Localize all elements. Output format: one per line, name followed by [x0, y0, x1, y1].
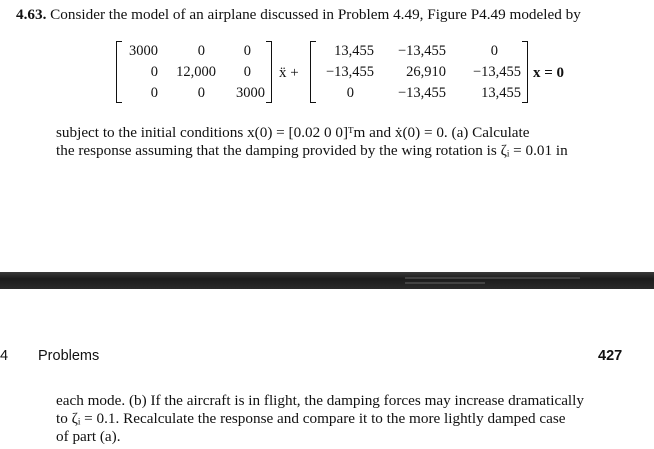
stiffness-cell: −13,455 — [397, 43, 446, 59]
stiffness-matrix — [310, 41, 528, 103]
rhs-term: x = 0 — [533, 65, 565, 81]
continuation-line: each mode. (b) If the aircraft is in flight, the damping forces may increase dramatically — [56, 392, 584, 409]
stiffness-matrix-right-bracket — [522, 41, 528, 103]
stiffness-cell: 0 — [490, 43, 498, 59]
mass-cell: 0 — [150, 85, 158, 101]
stiffness-cell: 0 — [346, 85, 354, 101]
page-number: 427 — [598, 348, 623, 364]
page-left-number: 4 — [0, 348, 9, 364]
acceleration-term: ẍ + — [279, 65, 299, 81]
stiffness-cell: −13,455 — [397, 85, 446, 101]
page-header-title: Problems — [38, 348, 100, 364]
continuation-line: of part (a). — [56, 428, 121, 445]
band-faint-text — [405, 282, 485, 284]
problem-intro-line — [16, 6, 581, 24]
stiffness-cell: 13,455 — [334, 43, 374, 59]
stiffness-cell: −13,455 — [325, 64, 374, 80]
body-line: the response assuming that the damping provided by the wing rotation is ζᵢ = 0.01 in — [56, 142, 568, 159]
body-line: subject to the initial conditions x(0) = [0.02 0 0]ᵀm and ẋ(0) = 0. (a) Calculate — [56, 124, 530, 141]
problem-number: 4.63. — [16, 6, 47, 23]
mass-cell: 3000 — [129, 43, 158, 59]
band-faint-text — [405, 277, 580, 279]
mass-cell: 12,000 — [176, 64, 216, 80]
mass-cell: 0 — [197, 43, 205, 59]
mass-cell: 0 — [150, 64, 158, 80]
mass-cell: 0 — [197, 85, 205, 101]
stiffness-matrix-left-bracket — [310, 41, 316, 103]
mass-matrix-right-bracket — [266, 41, 272, 103]
mass-cell: 3000 — [236, 85, 265, 101]
mass-cell: 0 — [243, 64, 251, 80]
problem-intro-text: Consider the model of an airplane discussed in Problem 4.49, Figure P4.49 modeled by — [50, 6, 581, 23]
mass-matrix — [116, 41, 272, 103]
stiffness-cell: 13,455 — [481, 85, 521, 101]
stiffness-cell: 26,910 — [406, 64, 446, 80]
mass-cell: 0 — [243, 43, 251, 59]
continuation-line: to ζᵢ = 0.1. Recalculate the response and compare it to the more lightly damped case — [56, 410, 566, 427]
page-gap-band — [0, 272, 654, 289]
mass-matrix-left-bracket — [116, 41, 122, 103]
stiffness-cell: −13,455 — [472, 64, 521, 80]
